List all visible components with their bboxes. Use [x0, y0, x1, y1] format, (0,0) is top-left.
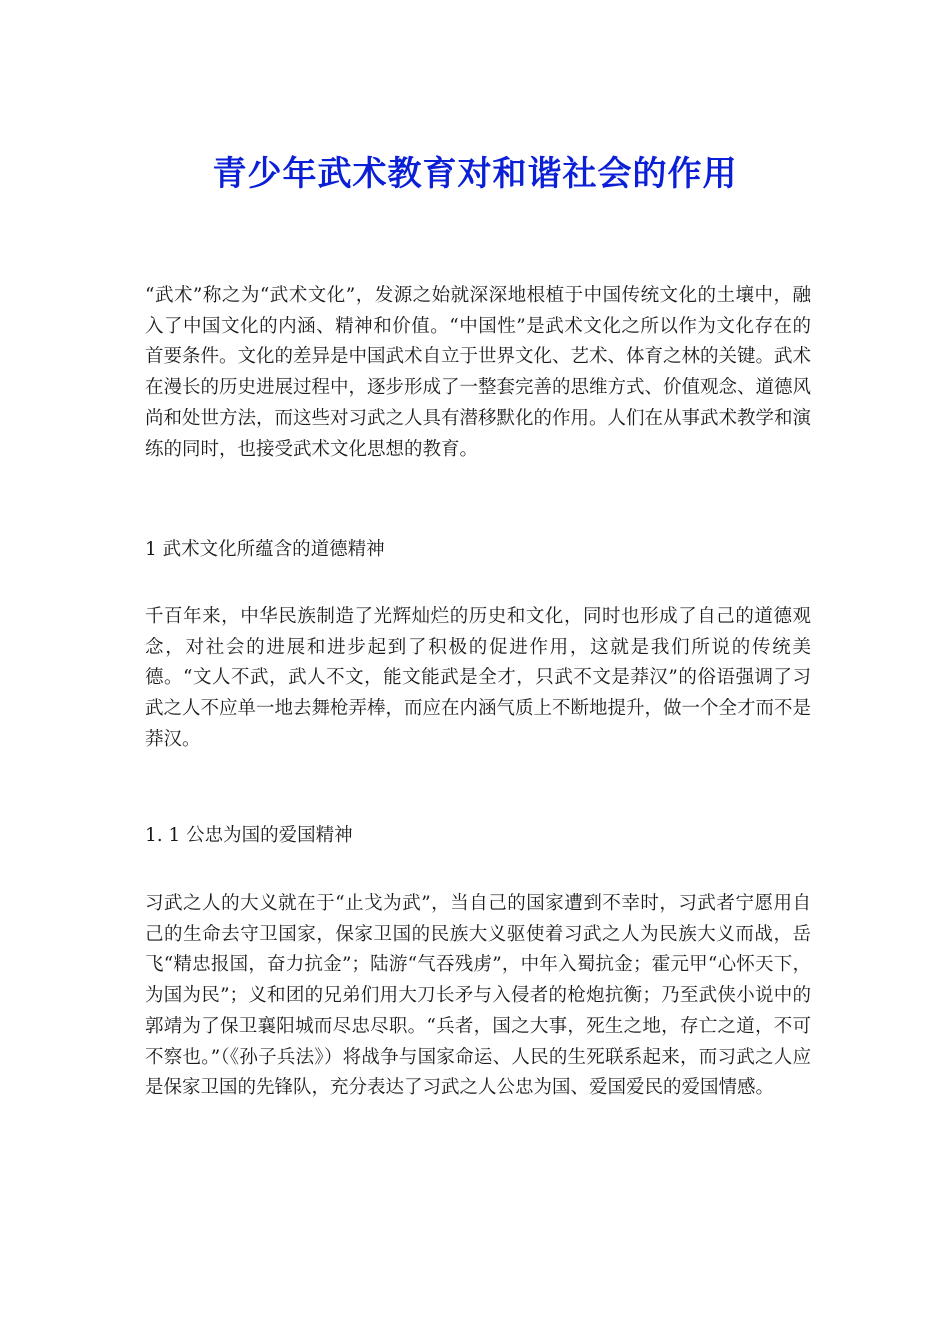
section-1-heading: 1 武术文化所蕴含的道德精神: [145, 539, 385, 560]
section-1-paragraph: 千百年来，中华民族制造了光辉灿烂的历史和文化，同时也形成了自己的道德观念，对社会的进展和进步起到了积极的促进作用，这就是我们所说的传统美德。“文人不武，武人不文，能文能武是全才，只武不文是莽汉”的俗语强调了习武之人不应单一地去舞枪弄棒，而应在内涵气质上不断地提升，做一个全才而不是莽汉。: [145, 606, 812, 750]
intro-paragraph: “武术”称之为“武术文化”，发源之始就深深地根植于中国传统文化的土壤中，融入了中国文化的内涵、精神和价值。“中国性”是武术文化之所以作为文化存在的首要条件。文化的差异是中国武术自立于世界文化、艺术、体育之林的关键。武术在漫长的历史进展过程中，逐步形成了一整套完善的思维方式、价值观念、道德风尚和处世方法，而这些对习武之人具有潜移默化的作用。人们在从事武术教学和演练的同时，也接受武术文化思想的教育。: [145, 285, 812, 460]
section-1-1-heading: 1. 1 公忠为国的爱国精神: [145, 825, 353, 846]
section-1-1-paragraph: 习武之人的大义就在于“止戈为武”，当自己的国家遭到不幸时，习武者宁愿用自己的生命去守卫国家，保家卫国的民族大义驱使着习武之人为民族大义而战，岳飞“精忠报国，奋力抗金”；陆游“气吞残虏”，中年入蜀抗金；霍元甲“心怀天下，为国为民”；义和团的兄弟们用大刀长矛与入侵者的枪炮抗衡；乃至武侠小说中的郭靖为了保卫襄阳城而尽忠尽职。“兵者，国之大事，死生之地，存亡之道，不可不察也。”（《孙子兵法》）将战争与国家命运、人民的生死联系起来，而习武之人应是保家卫国的先锋队，充分表达了习武之人公忠为国、爱国爱民的爱国情感。: [145, 893, 811, 1099]
document-title: 青少年武术教育对和谐社会的作用: [212, 153, 738, 194]
